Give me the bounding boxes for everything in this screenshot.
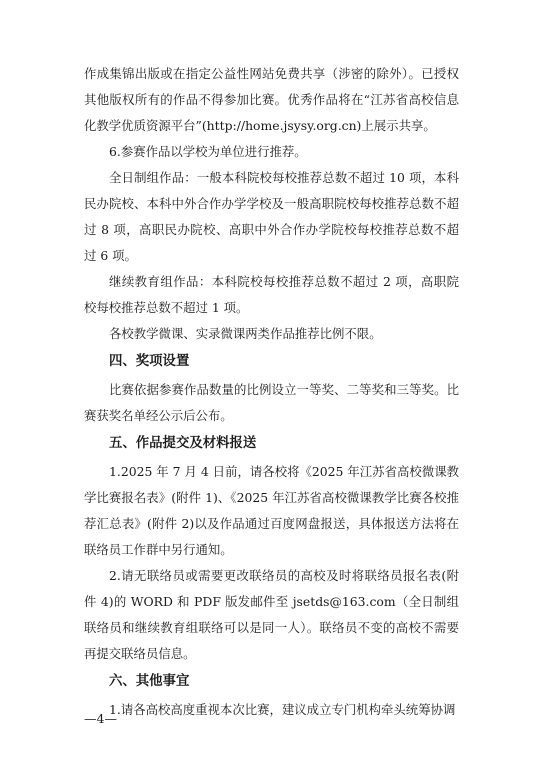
paragraph-continuation: 作成集锦出版或在指定公益性网站免费共享（涉密的除外）。已授权其他版权所有的作品不得参加比赛。优秀作品将在“江苏省高校信息化教学优质资源平台”(http://home.jsysy.org.cn)上展示共享。 [84,66,459,133]
page-number: —4— [84,711,117,726]
paragraph-recommendation-unit: 6.参赛作品以学校为单位进行推荐。 [109,144,307,159]
paragraph-fulltime-quota: 全日制组作品：一般本科院校每校推荐总数不超过 10 项，本科民办院校、本科中外合作办学学校及一般高职院校每校推荐总数不超过 8 项，高职民办院校、高职中外合作办学院校每校推荐总数不超过 6 项。 [84,170,459,263]
section-heading-submission: 五、作品提交及材料报送 [109,436,257,451]
paragraph-liaison: 2.请无联络员或需要更改联络员的高校及时将联络员报名表(附件 4)的 WORD 和 PDF 版发邮件至 jsetds@163.com（全日制组联络员和继续教育组联络可以是同一人）。联络员不变的高校不需要再提交联络员信息。 [84,568,459,661]
paragraph-submission-deadline: 1.2025 年 7 月 4 日前，请各校将《2025 年江苏省高校微课教学比赛报名表》(附件 1)、《2025 年江苏省高校微课教学比赛各校推荐汇总表》(附件 2)以及作品通过百度网盘报送，具体报送方法将在联络员工作群中另行通知。 [84,464,459,557]
paragraph-ratio: 各校教学微课、实录微课两类作品推荐比例不限。 [109,326,382,341]
paragraph-other-1: 1.请各高校高度重视本次比赛，建议成立专门机构牵头统筹协调 [109,702,456,717]
section-heading-awards: 四、奖项设置 [109,354,190,369]
paragraph-continuing-education-quota: 继续教育组作品：本科院校每校推荐总数不超过 2 项，高职院校每校推荐总数不超过 1 项。 [84,274,459,315]
paragraph-awards: 比赛依据参赛作品数量的比例设立一等奖、二等奖和三等奖。比赛获奖名单经公示后公布。 [84,382,459,423]
document-body [84,61,459,723]
section-heading-other: 六、其他事宜 [109,674,190,689]
